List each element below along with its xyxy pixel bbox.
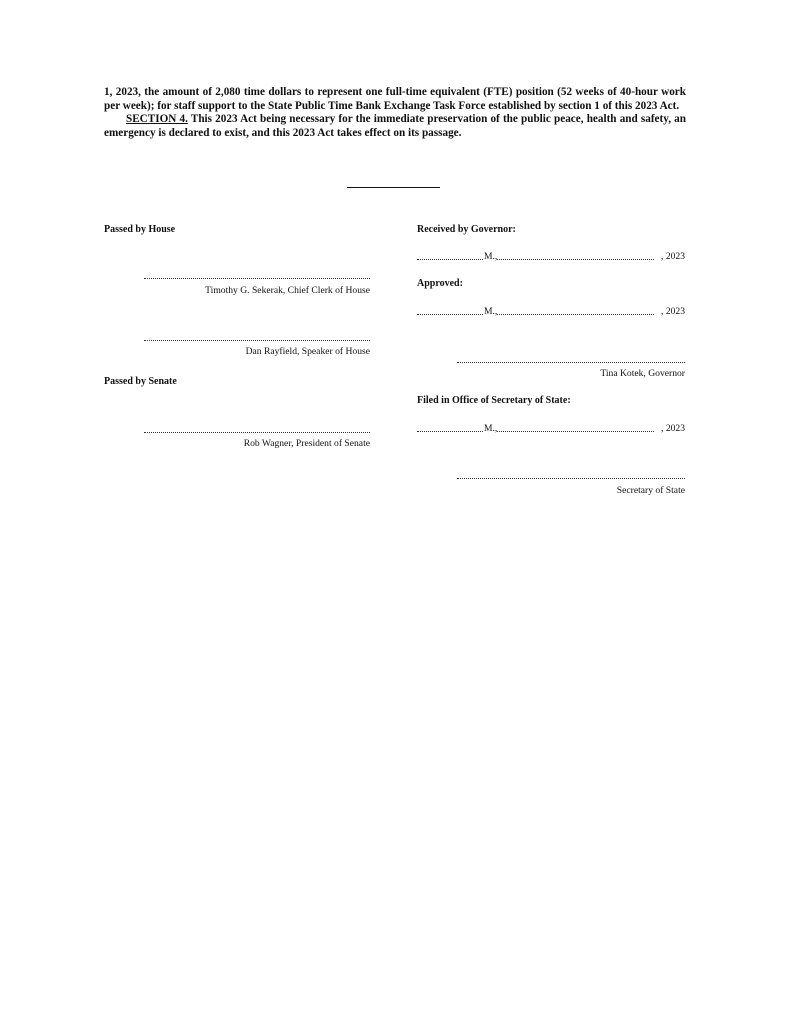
passed-by-senate-label: Passed by Senate [104, 376, 177, 387]
received-meridiem: M., [484, 251, 498, 262]
approved-meridiem: M., [484, 306, 498, 317]
chief-clerk-signature-line [144, 278, 370, 279]
received-time-blank [417, 259, 483, 260]
approved-year: , 2023 [661, 306, 685, 317]
section-4-text: This 2023 Act being necessary for the immediate preservation of the public peace, health and safety, an emergency is declared to exist, and this 2023 Act takes effect on its passage. [104, 113, 686, 139]
speaker-caption: Dan Rayfield, Speaker of House [245, 346, 370, 357]
approved-label: Approved: [417, 278, 463, 289]
filed-in-office-label: Filed in Office of Secretary of State: [417, 395, 571, 406]
secretary-signature-line [457, 478, 685, 479]
senate-president-caption: Rob Wagner, President of Senate [243, 438, 370, 449]
received-by-governor-label: Received by Governor: [417, 224, 516, 235]
bill-section-4 [104, 113, 686, 140]
section-4-label: SECTION 4. [126, 113, 188, 126]
passed-by-house-label: Passed by House [104, 224, 176, 235]
filed-year: , 2023 [661, 423, 685, 434]
senate-president-signature-line [144, 432, 370, 433]
approved-date-line [417, 306, 685, 318]
filed-date-line [417, 423, 685, 435]
bill-paragraph-appropriation: 1, 2023, the amount of 2,080 time dollars to represent one full-time equivalent (FTE) position (52 weeks of 40-hour work per week); for staff support to the State Public Time Bank Exchange Task Force established by section 1 of this 2023 Act. [104, 86, 686, 112]
approved-time-blank [417, 314, 483, 315]
bill-body-text [104, 86, 686, 140]
filed-time-blank [417, 431, 483, 432]
filed-meridiem: M., [484, 423, 498, 434]
speaker-signature-line [144, 340, 370, 341]
chief-clerk-caption: Timothy G. Sekerak, Chief Clerk of House [205, 285, 370, 296]
received-date-line [417, 251, 685, 263]
secretary-caption: Secretary of State [616, 485, 685, 496]
governor-signature-line [457, 362, 685, 363]
filed-date-blank [497, 431, 654, 432]
received-date-blank [497, 259, 654, 260]
governor-caption: Tina Kotek, Governor [600, 368, 685, 379]
end-of-text-rule [347, 187, 440, 188]
received-year: , 2023 [661, 251, 685, 262]
approved-date-blank [497, 314, 654, 315]
